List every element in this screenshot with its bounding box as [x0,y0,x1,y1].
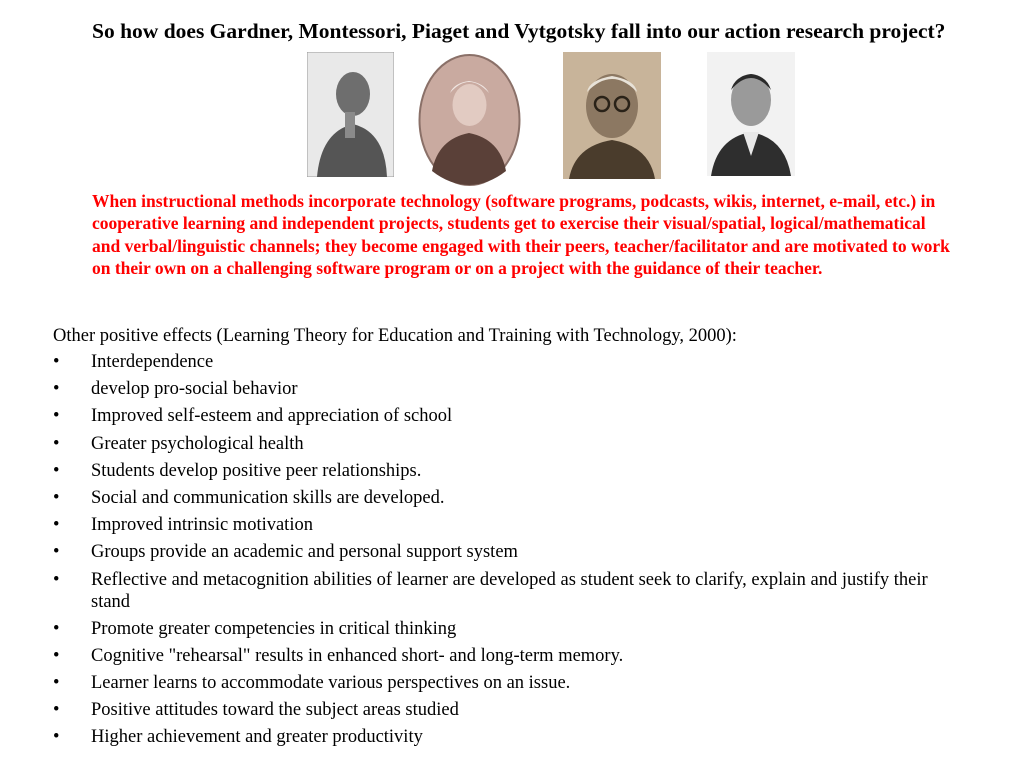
portrait-piaget [563,52,661,179]
portrait-montessori [418,53,521,187]
slide-title: So how does Gardner, Montessori, Piaget and Vytgotsky fall into our action research project? [92,19,946,43]
bullet-icon: • [53,406,60,427]
list-item: • Improved self-esteem and appreciation of school [53,406,453,427]
list-item: • Improved intrinsic motivation [53,515,313,536]
list-item: • Cognitive "rehearsal" results in enhanced short- and long-term memory. [53,645,624,666]
effects-list [53,351,953,754]
bullet-icon: • [53,645,60,666]
list-item: • Groups provide an academic and personal support system [53,542,518,563]
portrait-vygotsky [707,52,795,176]
bullet-icon: • [53,515,60,536]
list-item: • Promote greater competencies in critical thinking [53,618,457,639]
intro-text: Other positive effects (Learning Theory for Education and Training with Technology, 2000): [53,326,737,346]
list-item: • develop pro-social behavior [53,379,298,400]
bullet-icon: • [53,433,60,454]
bullet-icon: • [53,352,60,372]
portrait-gardner [307,52,394,177]
list-item: • Higher achievement and greater productivity [53,727,423,748]
bullet-icon: • [53,542,60,563]
bullet-icon: • [53,487,60,508]
technology-statement: When instructional methods incorporate technology (software programs, podcasts, wikis, internet, e-mail, etc.) in cooperative learning and independent projects, students get to exercise their visual/spatial, logical/mathematical and verbal/linguistic channels; they become engaged with their peers, teacher/facilitator and are motivated to work on their own on a challenging software program or on a project with the guidance of their teacher. [92,191,950,278]
list-item: • Social and communication skills are developed. [53,487,445,508]
list-item: • Greater psychological health [53,433,304,454]
list-item: • Learner learns to accommodate various perspectives on an issue. [53,673,571,694]
bullet-icon: • [53,673,60,694]
list-item: • Reflective and metacognition abilities of learner are developed as student seek to clarify, explain and justify their stand [53,569,928,612]
bullet-icon: • [53,460,60,481]
bullet-icon: • [53,727,60,748]
list-item: • Students develop positive peer relationships. [53,460,422,481]
list-item: • Interdependence [53,352,214,372]
bullet-icon: • [53,700,60,721]
bullet-icon: • [53,618,60,639]
bullet-icon: • [53,569,60,590]
bullet-icon: • [53,379,60,400]
list-item: • Positive attitudes toward the subject areas studied [53,700,459,721]
